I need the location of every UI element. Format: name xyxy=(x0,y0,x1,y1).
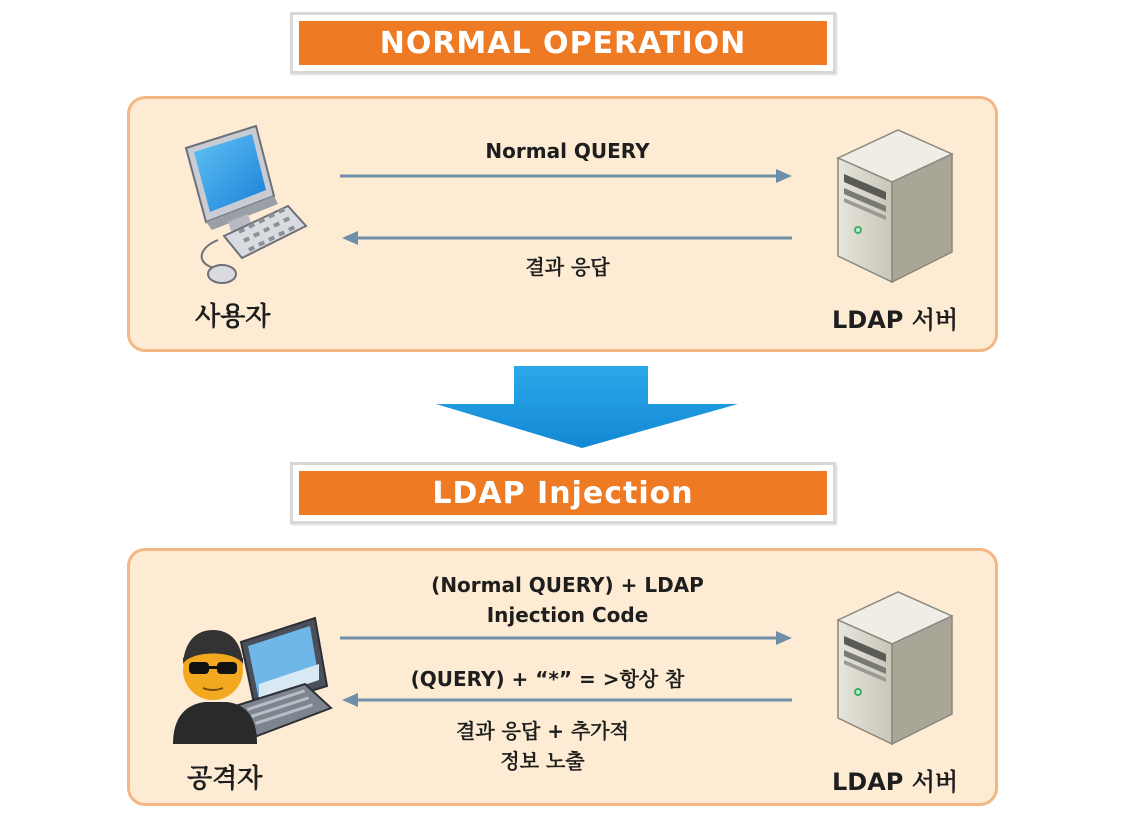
normal-response-arrow xyxy=(340,228,800,248)
injection-response-label-line1: 결과 응답 + 추가적 xyxy=(456,719,629,743)
attacker-label: 공격자 xyxy=(187,764,263,794)
injection-response-label-line2: 정보 노출 xyxy=(500,749,585,773)
ldap-injection-title: LDAP Injection xyxy=(299,471,827,515)
injected-expression-label: (QUERY) + “*” = >항상 참 xyxy=(410,667,685,691)
normal-query-arrow xyxy=(340,166,800,186)
attacker-hacker-icon xyxy=(165,612,335,752)
normal-query-label: Normal QUERY xyxy=(485,139,650,163)
normal-operation-title: NORMAL OPERATION xyxy=(299,21,827,65)
client-user-label: 사용자 xyxy=(195,302,271,332)
injection-query-arrow xyxy=(340,628,800,648)
ldap-server-icon xyxy=(828,586,958,751)
ldap-injection-banner xyxy=(290,462,836,524)
desktop-computer-icon xyxy=(178,118,308,288)
injection-server-label: LDAP 서버 xyxy=(832,768,959,796)
transition-down-arrow xyxy=(432,366,742,450)
normal-operation-banner xyxy=(290,12,836,74)
injection-query-label-line2: Injection Code xyxy=(486,603,649,627)
normal-response-label: 결과 응답 xyxy=(525,255,610,279)
ldap-server-icon xyxy=(828,124,958,289)
injection-query-label-line1: (Normal QUERY) + LDAP xyxy=(431,573,704,597)
normal-server-label: LDAP 서버 xyxy=(832,306,959,334)
injection-response-arrow xyxy=(340,690,800,710)
